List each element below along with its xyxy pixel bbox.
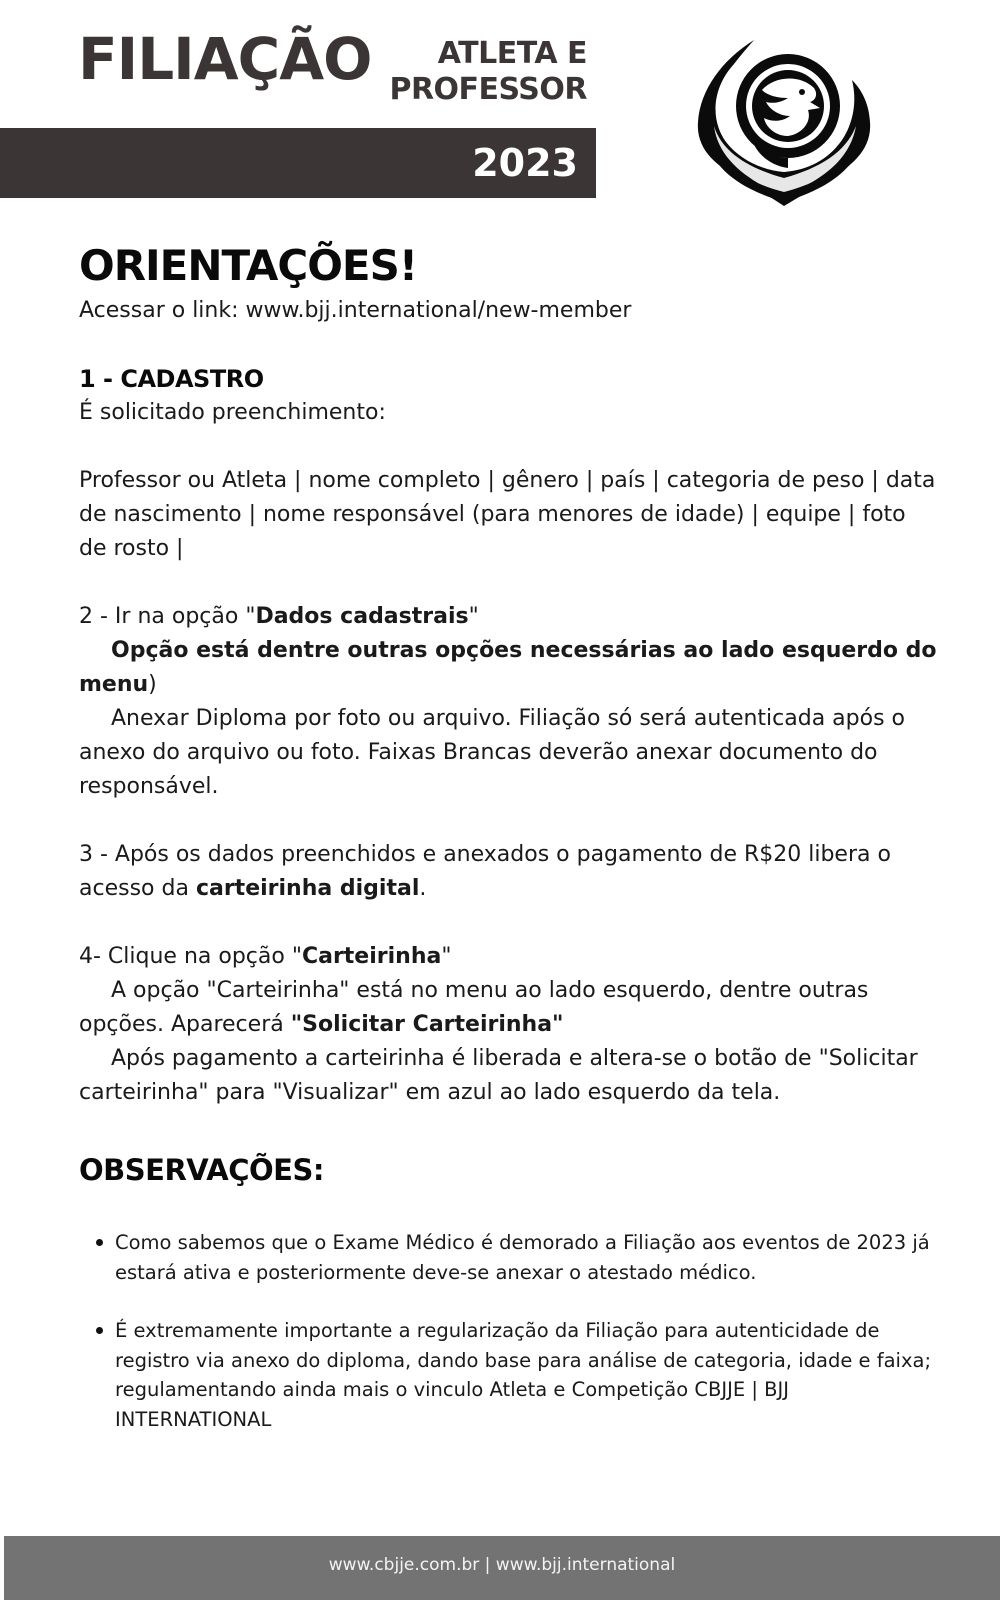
observacao-text: É extremamente importante a regularização da Filiação para autenticidade de registro via anexo do diploma, dando base para análise de categoria, idade e faixa; regulamentando ainda mais o vinculo Atleta e Competição CBJJE | BJJ INTERNATIONAL [115, 1319, 932, 1431]
observacao-text: Como sabemos que o Exame Médico é demorado a Filiação aos eventos de 2023 já estará ativa e posteriormente deve-se anexar o atestado médico. [115, 1231, 930, 1284]
step2-note-bold: Opção está dentre outras opções necessárias ao lado esquerdo do menu [79, 638, 937, 697]
observacoes-heading: OBSERVAÇÕES: [79, 1153, 324, 1187]
footer-links: www.cbjje.com.br | www.bjj.international [328, 1555, 676, 1575]
step4-line [79, 940, 939, 974]
year-label: 2023 [472, 141, 578, 185]
orientacoes-heading: ORIENTAÇÕES! [79, 241, 418, 290]
step1-fields: Professor ou Atleta | nome completo | gênero | país | categoria de peso | data de nascimento | nome responsável (para menores de idade) | equipe | foto de rosto | [79, 468, 936, 561]
step3-text-start: 3 - Após os dados preenchidos e anexados o pagamento de R$20 libera o acesso da [79, 842, 891, 901]
step2-suffix: " [468, 604, 479, 629]
step1-intro: É solicitado preenchimento: [79, 400, 386, 425]
year-banner [0, 128, 596, 198]
step4-note-bold: "Solicitar Carteirinha" [290, 1012, 564, 1037]
step3-text-bold: carteirinha digital [195, 876, 420, 901]
step4-note-start: A opção "Carteirinha" está no menu ao lado esquerdo, dentre outras opções. Aparecerá [79, 978, 869, 1037]
step3-text [79, 838, 939, 906]
bullet-icon [96, 1327, 103, 1334]
step4-prefix: 4- Clique na opção " [79, 944, 302, 969]
footer [4, 1536, 1000, 1600]
step2-note-end: ) [148, 672, 157, 697]
subtitle [380, 36, 587, 108]
step2-prefix: 2 - Ir na opção " [79, 604, 256, 629]
observacoes-list [79, 1228, 939, 1434]
subtitle-line-1: ATLETA E [437, 36, 587, 71]
step4-after-payment: Após pagamento a carteirinha é liberada e altera-se o botão de "Solicitar carteirinha" para "Visualizar" em azul ao lado esquerdo da tela. [79, 1046, 918, 1105]
step2-line [79, 600, 939, 634]
step1-heading: 1 - CADASTRO [79, 365, 264, 393]
eagle-shield-icon [692, 30, 878, 210]
link-instruction: Acessar o link: www.bjj.international/new-member [79, 298, 632, 323]
step3-text-end: . [419, 876, 427, 901]
page-title: FILIAÇÃO [78, 25, 372, 93]
subtitle-line-2: PROFESSOR [389, 72, 587, 107]
step2-note [79, 634, 939, 702]
header [0, 0, 1000, 210]
list-item [79, 1316, 939, 1434]
step4-note [79, 974, 939, 1042]
step2-option: Dados cadastrais [255, 604, 469, 629]
list-item [79, 1228, 939, 1287]
step4-option: Carteirinha [301, 944, 442, 969]
step4-suffix: " [441, 944, 452, 969]
bullet-icon [96, 1239, 103, 1246]
orientacoes-section [79, 238, 939, 1434]
step2-attach: Anexar Diploma por foto ou arquivo. Filiação só será autenticada após o anexo do arquivo ou foto. Faixas Brancas deverão anexar documento do responsável. [79, 706, 905, 799]
